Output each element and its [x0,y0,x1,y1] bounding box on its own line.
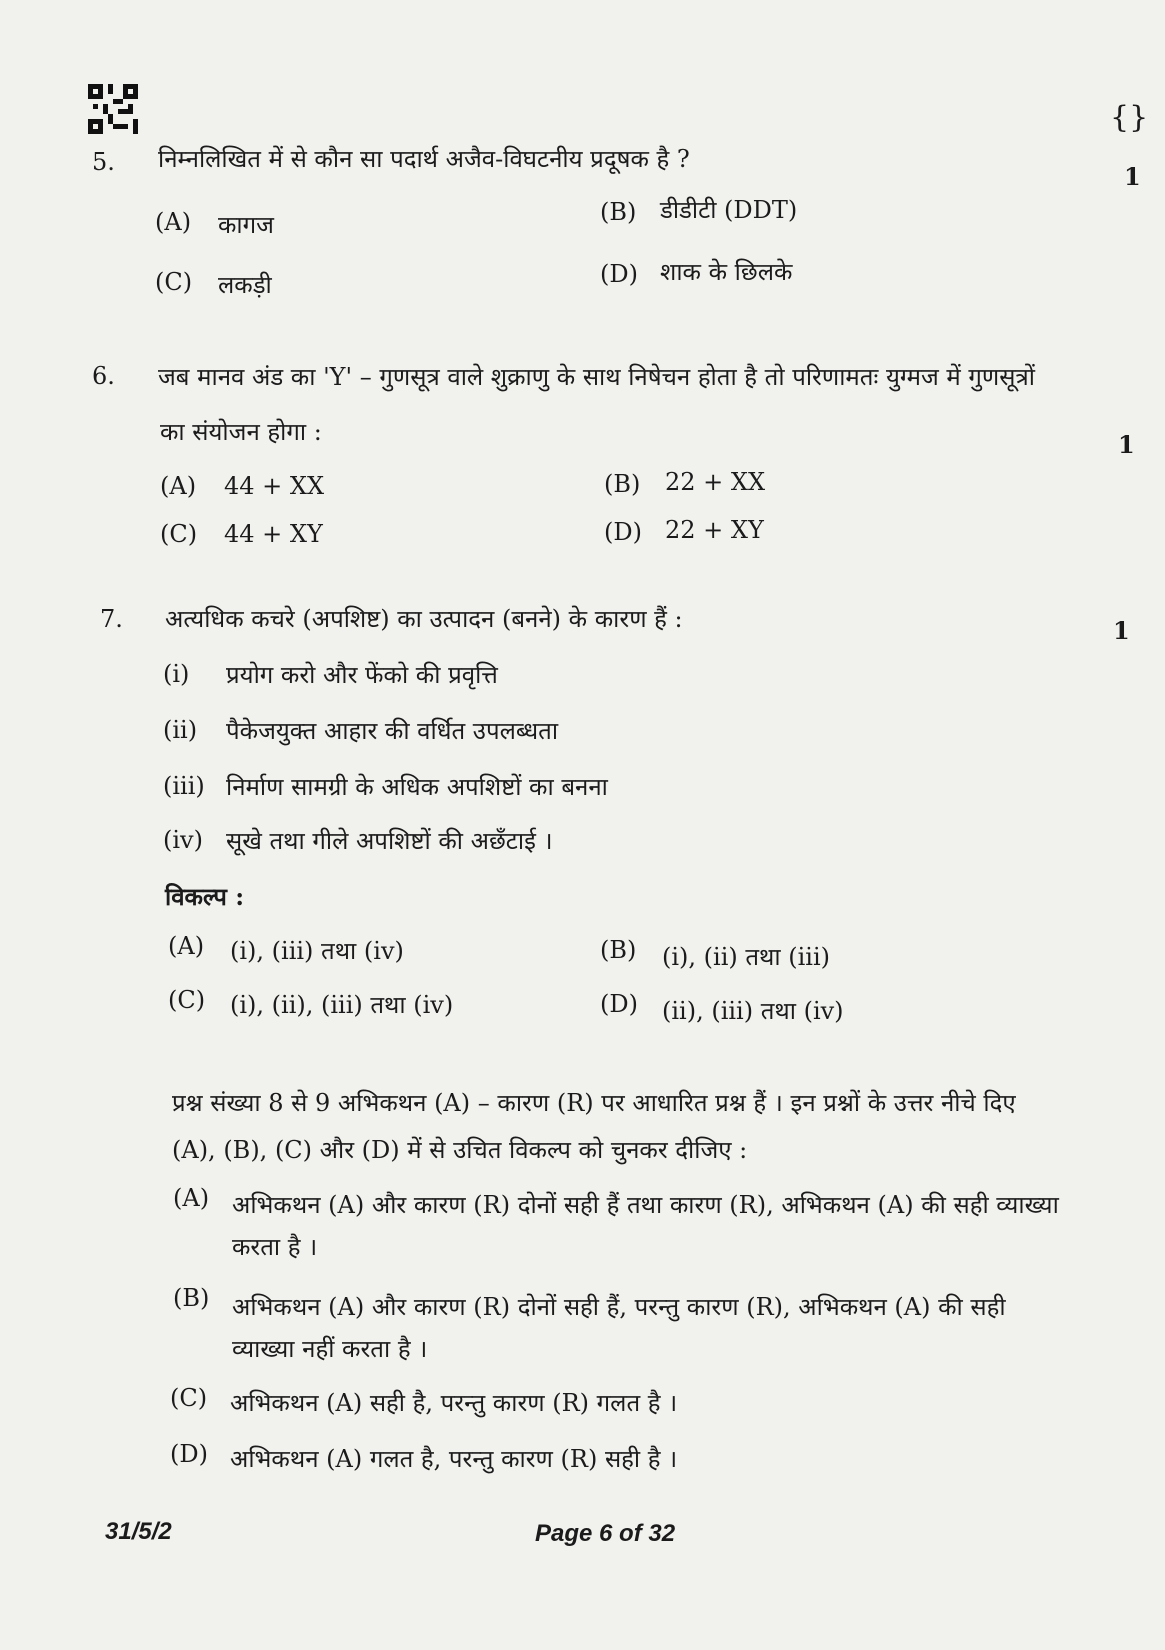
item-label: (ii) [163,716,198,744]
instructions-line2: (A), (B), (C) और (D) में से उचित विकल्प को चुनकर दीजिए : [172,1136,748,1164]
option-text: 44 + XY [224,520,323,548]
option-label: (C) [168,986,206,1014]
choice-text-cont: करता है । [232,1233,318,1261]
item-text: प्रयोग करो और फेंको की प्रवृत्ति [226,661,498,689]
option-label: (B) [600,936,637,964]
option-text: (i), (iii) तथा (iv) [230,937,404,965]
question-marks: 1 [1118,430,1135,459]
qr-code [88,84,138,134]
paper-code: 31/5/2 [105,1518,172,1545]
item-label: (i) [163,660,190,688]
option-text: (i), (ii), (iii) तथा (iv) [230,991,454,1019]
option-label: (C) [155,268,193,296]
item-label: (iii) [163,772,205,800]
option-text: (i), (ii) तथा (iii) [662,943,830,971]
choice-text: अभिकथन (A) और कारण (R) दोनों सही हैं तथा कारण (R), अभिकथन (A) की सही व्याख्या [232,1191,1059,1219]
item-text: निर्माण सामग्री के अधिक अपशिष्टों का बनना [226,773,608,801]
item-label: (iv) [163,826,203,854]
question-text: निम्नलिखित में से कौन सा पदार्थ अजैव-विघटनीय प्रदूषक है ? [158,145,690,173]
option-text: (ii), (iii) तथा (iv) [662,997,844,1025]
choice-text: अभिकथन (A) और कारण (R) दोनों सही हैं, परन्तु कारण (R), अभिकथन (A) की सही [232,1293,1006,1321]
choice-label: (B) [173,1284,210,1312]
corner-mark: {} [1110,100,1149,135]
question-marks: 1 [1113,616,1130,645]
question-number: 6. [92,362,115,390]
choice-text: अभिकथन (A) गलत है, परन्तु कारण (R) सही है । [230,1445,678,1473]
option-label: (A) [155,208,192,236]
item-text: पैकेजयुक्त आहार की वर्धित उपलब्धता [226,717,559,745]
option-text: शाक के छिलके [660,258,793,286]
option-text: 44 + XX [224,472,325,500]
question-marks: 1 [1124,162,1141,191]
item-text: सूखे तथा गीले अपशिष्टों की अछँटाई । [226,827,553,855]
option-text: कागज [218,211,274,239]
question-text-line1: जब मानव अंड का 'Y' – गुणसूत्र वाले शुक्राणु के साथ निषेचन होता है तो परिणामतः युग्मज में गुणसूत्रों [158,363,1035,391]
option-text: डीडीटी (DDT) [660,196,798,224]
question-number: 7. [100,605,123,633]
option-text: लकड़ी [218,271,272,299]
option-label: (B) [604,470,641,498]
choice-label: (C) [170,1384,208,1412]
question-number: 5. [92,148,115,176]
option-text: 22 + XX [665,468,766,496]
option-label: (A) [168,932,205,960]
choice-label: (A) [173,1184,210,1212]
option-label: (D) [600,990,638,1018]
option-label: (A) [160,472,197,500]
option-label: (D) [604,518,642,546]
page-number: Page 6 of 32 [535,1520,676,1547]
question-text-line2: का संयोजन होगा : [160,418,322,446]
options-heading: विकल्प : [165,882,245,911]
question-text: अत्यधिक कचरे (अपशिष्ट) का उत्पादन (बनने) के कारण हैं : [165,605,683,633]
choice-text: अभिकथन (A) सही है, परन्तु कारण (R) गलत है । [230,1389,678,1417]
option-label: (C) [160,520,198,548]
instructions-line1: प्रश्न संख्या 8 से 9 अभिकथन (A) – कारण (R) पर आधारित प्रश्न हैं । इन प्रश्नों के उत्तर नीचे दिए [172,1089,1016,1117]
choice-text-cont: व्याख्या नहीं करता है । [232,1335,428,1363]
option-label: (B) [600,198,637,226]
choice-label: (D) [170,1440,208,1468]
option-label: (D) [600,260,638,288]
option-text: 22 + XY [665,516,764,544]
